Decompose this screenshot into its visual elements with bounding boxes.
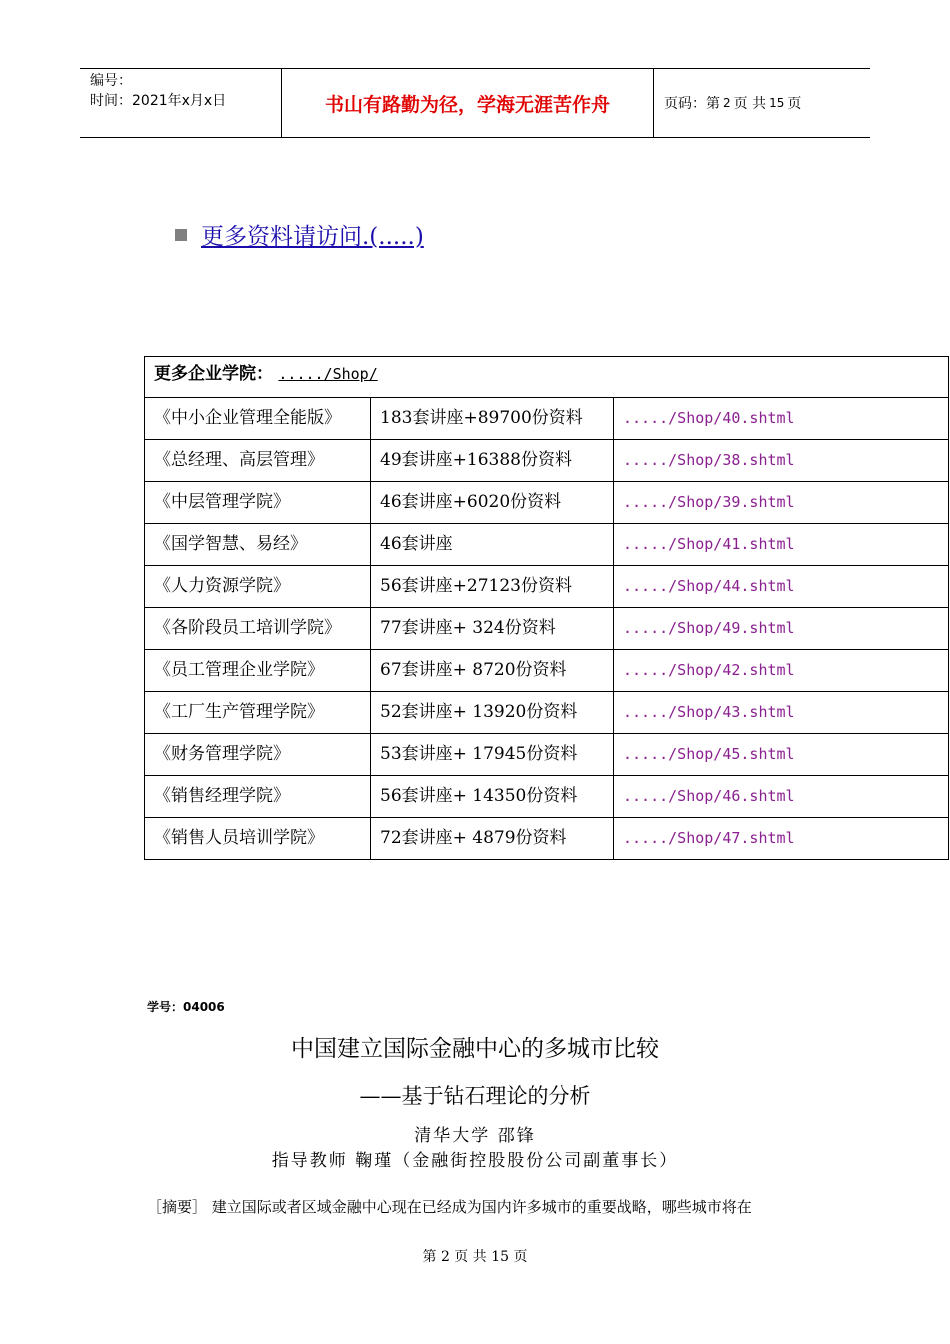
header-page-info bbox=[654, 69, 870, 137]
paper-title: 中国建立国际金融中心的多城市比较 bbox=[291, 1036, 659, 1062]
academy-name: 《员工管理企业学院》 bbox=[145, 650, 371, 692]
table-row bbox=[145, 692, 949, 734]
number-label: 编号： bbox=[90, 73, 132, 89]
academy-name: 《总经理、高层管理》 bbox=[145, 440, 371, 482]
academy-url-link[interactable]: ...../Shop/47.shtml bbox=[614, 818, 949, 860]
table-row bbox=[145, 776, 949, 818]
academy-name: 《中小企业管理全能版》 bbox=[145, 398, 371, 440]
academy-name: 《工厂生产管理学院》 bbox=[145, 692, 371, 734]
page-total: 15 bbox=[769, 96, 785, 110]
academy-name: 《国学智慧、易经》 bbox=[145, 524, 371, 566]
page-suffix: 页 bbox=[787, 96, 802, 112]
academy-description: 56套讲座+27123份资料 bbox=[371, 566, 614, 608]
academy-name: 《中层管理学院》 bbox=[145, 482, 371, 524]
table-row bbox=[145, 440, 949, 482]
table-row bbox=[145, 482, 949, 524]
academy-url-link[interactable]: ...../Shop/45.shtml bbox=[614, 734, 949, 776]
table-row bbox=[145, 650, 949, 692]
table-row bbox=[145, 524, 949, 566]
academy-table bbox=[144, 356, 949, 860]
table-row bbox=[145, 398, 949, 440]
academy-name: 《各阶段员工培训学院》 bbox=[145, 608, 371, 650]
academy-description: 67套讲座+ 8720份资料 bbox=[371, 650, 614, 692]
academy-url-link[interactable]: ...../Shop/40.shtml bbox=[614, 398, 949, 440]
paper-advisor: 指导教师 鞠瑾（金融街控股股份公司副董事长） bbox=[271, 1151, 679, 1171]
academy-url-link[interactable]: ...../Shop/38.shtml bbox=[614, 440, 949, 482]
page-prefix: 页码：第 bbox=[664, 96, 720, 112]
table-row bbox=[145, 608, 949, 650]
abstract-text: ［摘要］ 建立国际或者区域金融中心现在已经成为国内许多城市的重要战略，哪些城市将在 bbox=[147, 1198, 752, 1216]
table-row bbox=[145, 818, 949, 860]
academy-url-link[interactable]: ...../Shop/41.shtml bbox=[614, 524, 949, 566]
academy-description: 52套讲座+ 13920份资料 bbox=[371, 692, 614, 734]
academy-name: 《人力资源学院》 bbox=[145, 566, 371, 608]
academy-table-title-row bbox=[145, 357, 949, 398]
academy-description: 183套讲座+89700份资料 bbox=[371, 398, 614, 440]
academy-name: 《财务管理学院》 bbox=[145, 734, 371, 776]
header-table bbox=[80, 68, 870, 138]
page-footer: 第 2 页 共 15 页 bbox=[422, 1249, 528, 1265]
academy-description: 46套讲座 bbox=[371, 524, 614, 566]
academy-description: 77套讲座+ 324份资料 bbox=[371, 608, 614, 650]
academy-url-link[interactable]: ...../Shop/43.shtml bbox=[614, 692, 949, 734]
academy-name: 《销售人员培训学院》 bbox=[145, 818, 371, 860]
header-meta bbox=[80, 69, 282, 137]
paper-author: 清华大学 邵锋 bbox=[414, 1126, 536, 1146]
academy-url-link[interactable]: ...../Shop/44.shtml bbox=[614, 566, 949, 608]
page-current: 2 bbox=[723, 96, 731, 110]
academy-description: 56套讲座+ 14350份资料 bbox=[371, 776, 614, 818]
academy-table-title: 更多企业学院： bbox=[154, 364, 273, 384]
academy-url-link[interactable]: ...../Shop/49.shtml bbox=[614, 608, 949, 650]
academy-url-link[interactable]: ...../Shop/39.shtml bbox=[614, 482, 949, 524]
header-motto: 书山有路勤为径，学海无涯苦作舟 bbox=[282, 69, 654, 137]
academy-url-link[interactable]: ...../Shop/46.shtml bbox=[614, 776, 949, 818]
square-bullet-icon bbox=[175, 229, 187, 241]
table-row bbox=[145, 566, 949, 608]
academy-description: 72套讲座+ 4879份资料 bbox=[371, 818, 614, 860]
academy-shop-link[interactable]: ...../Shop/ bbox=[278, 365, 378, 383]
academy-description: 46套讲座+6020份资料 bbox=[371, 482, 614, 524]
student-number: 学号：04006 bbox=[147, 1000, 225, 1014]
more-resources-link[interactable]: 更多资料请访问.(.....) bbox=[201, 224, 424, 250]
academy-url-link[interactable]: ...../Shop/42.shtml bbox=[614, 650, 949, 692]
more-link-row bbox=[175, 218, 424, 251]
academy-description: 53套讲座+ 17945份资料 bbox=[371, 734, 614, 776]
academy-table-title-cell bbox=[145, 357, 949, 398]
academy-name: 《销售经理学院》 bbox=[145, 776, 371, 818]
time-label: 时间：2021年x月x日 bbox=[90, 93, 227, 109]
academy-description: 49套讲座+16388份资料 bbox=[371, 440, 614, 482]
page-middle: 页 共 bbox=[733, 96, 767, 112]
table-row bbox=[145, 734, 949, 776]
paper-subtitle: ——基于钻石理论的分析 bbox=[359, 1084, 591, 1108]
